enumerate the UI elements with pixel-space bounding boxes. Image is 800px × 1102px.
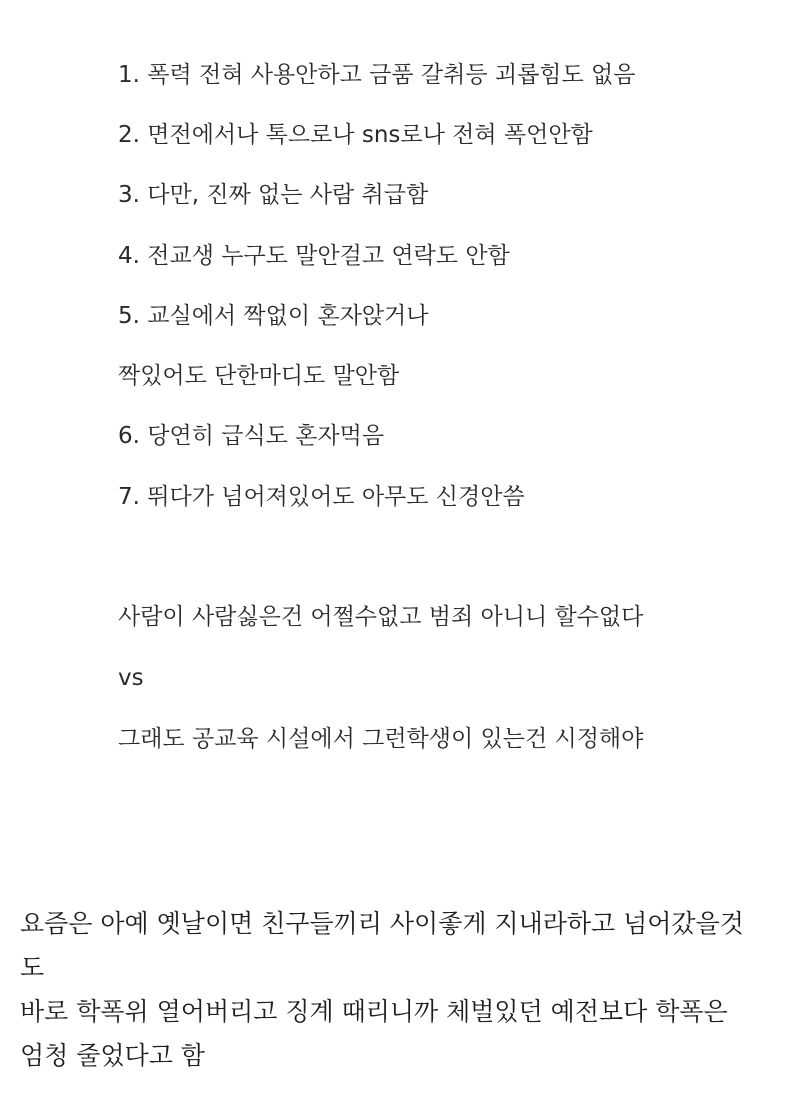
list-item-5: 5. 교실에서 짝없이 혼자앉거나: [118, 303, 429, 329]
comment-block: [20, 902, 790, 1078]
comment-line-4: 엄청 줄었다고 함: [20, 1041, 205, 1070]
option-b: 그래도 공교육 시설에서 그런학생이 있는건 시정해야: [118, 726, 644, 752]
option-a: 사람이 사람싫은건 어쩔수없고 범죄 아니니 할수없다: [118, 604, 644, 630]
list-item-6: 6. 당연히 급식도 혼자먹음: [118, 423, 385, 449]
comment-line-2: 도: [20, 953, 45, 982]
comment-line-3: 바로 학폭위 열어버리고 징계 때리니까 체벌있던 예전보다 학폭은: [20, 997, 728, 1026]
list-item-7: 7. 뛰다가 넘어져있어도 아무도 신경안씀: [118, 484, 525, 510]
list-item-1: 1. 폭력 전혀 사용안하고 금품 갈취등 괴롭힘도 없음: [118, 62, 636, 88]
list-item-5-continued: 짝있어도 단한마디도 말안함: [118, 363, 400, 389]
comment-line-1: 요즘은 아예 옛날이면 친구들끼리 사이좋게 지내라하고 넘어갔을것: [20, 909, 744, 938]
list-item-3: 3. 다만, 진짜 없는 사람 취급함: [118, 182, 429, 208]
list-item-2: 2. 면전에서나 톡으로나 sns로나 전혀 폭언안함: [118, 122, 593, 148]
versus-label: vs: [118, 665, 144, 691]
list-item-4: 4. 전교생 누구도 말안걸고 연락도 안함: [118, 243, 510, 269]
